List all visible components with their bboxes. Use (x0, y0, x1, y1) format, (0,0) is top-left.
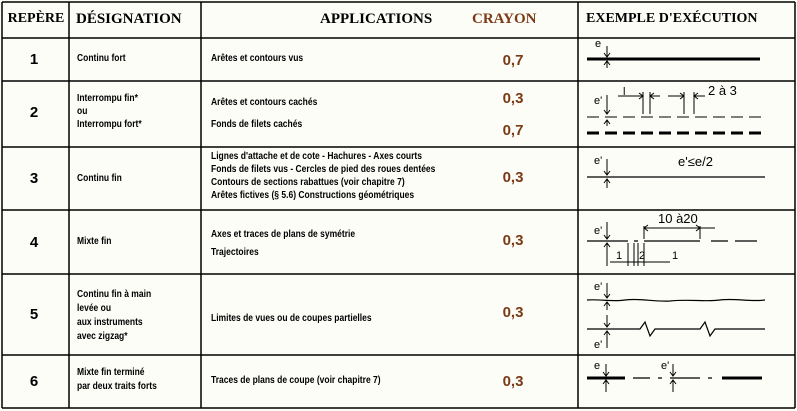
header-crayon: CRAYON (472, 10, 537, 27)
example-freehand-zigzag (587, 283, 765, 348)
example-label: e (594, 360, 601, 372)
application-line: Limites de vues ou de coupes partielles (211, 313, 372, 324)
application-line: Arêtes et contours cachés (211, 97, 318, 108)
row-number: 2 (29, 104, 39, 121)
example-label: 2 (639, 250, 646, 262)
header-exemple: EXEMPLE D'EXÉCUTION (586, 11, 758, 26)
row-number: 5 (29, 306, 39, 323)
example-label: e' (594, 281, 603, 293)
header-designation: DÉSIGNATION (76, 10, 182, 27)
designation-line: levée ou (77, 303, 112, 314)
crayon-value: 0,3 (502, 373, 524, 390)
row-number: 3 (29, 170, 39, 187)
row-number: 1 (29, 51, 39, 68)
designation-line: par deux traits forts (77, 381, 157, 392)
example-label: 1 (616, 250, 623, 262)
designation-line: Continu fin (77, 173, 122, 184)
designation-line: ou (77, 106, 88, 117)
crayon-value: 0,3 (502, 169, 524, 186)
example-label: 1 (672, 250, 679, 262)
application-line: Axes et traces de plans de symétrie (211, 229, 356, 240)
example-label: e' (594, 225, 603, 237)
designation-line: Interrompu fort* (77, 119, 142, 130)
example-dashed (587, 92, 765, 133)
designation-line: Interrompu fin* (77, 93, 138, 104)
example-label: e'≤e/2 (678, 154, 713, 169)
designation-line: Mixte fin terminé (77, 367, 145, 378)
crayon-value: 0,7 (502, 52, 524, 69)
header-applications: APPLICATIONS (320, 10, 433, 27)
application-line: Contours de sections rabattues (voir chapitre 7) (211, 177, 405, 188)
header-repere: REPÈRE (7, 11, 65, 26)
crayon-value: 0,7 (502, 122, 524, 139)
example-label: e (595, 38, 602, 50)
application-line: Fonds de filets cachés (211, 119, 303, 130)
application-line: Traces de plans de coupe (voir chapitre 7) (211, 375, 381, 386)
designation-line: Continu fort (77, 53, 126, 64)
example-label: l (623, 86, 626, 98)
crayon-value: 0,3 (502, 90, 524, 107)
application-line: Lignes d'attache et de cote - Hachures - Axes courts (211, 151, 422, 162)
designation-line: aux instruments (77, 317, 143, 328)
row-number: 4 (29, 234, 39, 251)
example-label: e' (594, 155, 603, 167)
example-cutting-plane (587, 364, 762, 392)
example-continuous-thick (587, 46, 760, 68)
designation-line: Continu fin à main (77, 289, 152, 300)
row-number: 6 (29, 373, 39, 390)
crayon-value: 0,3 (502, 232, 524, 249)
example-label: e' (594, 95, 603, 107)
example-continuous-thin (587, 159, 765, 188)
crayon-value: 0,3 (502, 304, 524, 321)
application-line: Arêtes et contours vus (211, 53, 304, 64)
application-line: Trajectoires (211, 247, 259, 258)
application-line: Fonds de filets vus - Cercles de pied des roues dentées (211, 164, 436, 175)
application-line: Arêtes fictives (§ 5.6) Constructions géométriques (211, 190, 415, 201)
example-label: 10 à20 (658, 211, 698, 226)
example-label: e' (661, 360, 670, 372)
example-label: 2 à 3 (708, 83, 737, 98)
example-label: e' (594, 339, 603, 351)
designation-line: Mixte fin (77, 236, 112, 247)
designation-line: avec zigzag* (77, 331, 128, 342)
